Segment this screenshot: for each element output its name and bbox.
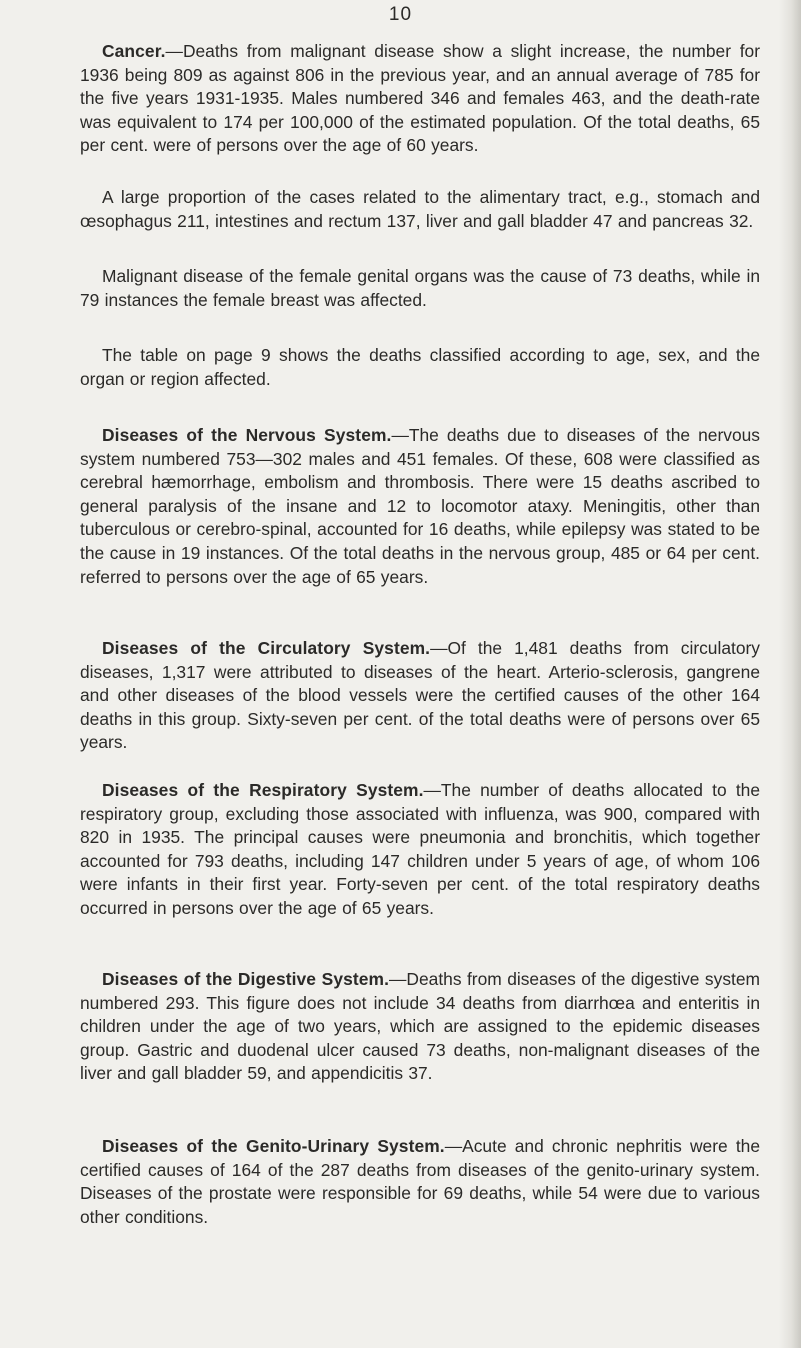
section-heading-genito-urinary-system: Diseases of the Genito-Urinary System. bbox=[102, 1136, 445, 1156]
section-heading-digestive-system: Diseases of the Digestive System. bbox=[102, 969, 390, 989]
paragraph-female-organs bbox=[80, 265, 760, 312]
paragraph-body: A large proportion of the cases related to the alimentary tract, e.g., stomach and œsophagus 211, intestines and rectum 137, liver and gall bladder 47 and pancreas 32. bbox=[80, 187, 760, 231]
paragraph-digestive-system bbox=[80, 968, 760, 1086]
paragraph-nervous-system bbox=[80, 424, 760, 589]
paragraph-table-reference bbox=[80, 344, 760, 391]
section-heading-cancer: Cancer. bbox=[102, 41, 166, 61]
paragraph-genito-urinary-system bbox=[80, 1135, 760, 1229]
paragraph-body: —Acute and chronic nephritis were the certified causes of 164 of the 287 deaths from diseases of the genito-urinary system. Diseases of the prostate were responsible for 69 deaths, while 54 were due to various other conditions. bbox=[80, 1136, 760, 1227]
page-number: 10 bbox=[388, 4, 413, 25]
paragraph-alimentary bbox=[80, 186, 760, 233]
paragraph-cancer bbox=[80, 40, 760, 158]
paragraph-body: —The number of deaths allocated to the respiratory group, excluding those associated with influenza, was 900, compared with 820 in 1935. The principal causes were pneumonia and bronchitis, which together accounted for 793 deaths, including 147 children under 5 years of age, of whom 106 were infants in their first year. Forty-seven per cent. of the total respiratory deaths occurred in persons over the age of 65 years. bbox=[80, 780, 760, 918]
paragraph-body: Malignant disease of the female genital organs was the cause of 73 deaths, while in 79 instances the female breast was affected. bbox=[80, 266, 760, 310]
paragraph-body: The table on page 9 shows the deaths classified according to age, sex, and the organ or region affected. bbox=[80, 345, 760, 389]
paragraph-body: —Deaths from malignant disease show a slight increase, the number for 1936 being 809 as against 806 in the previous year, and an annual average of 785 for the five years 1931-1935. Males numbered 346 and females 463, and the death-rate was equivalent to 174 per 100,000 of the estimated population. Of the total deaths, 65 per cent. were of persons over the age of 60 years. bbox=[80, 41, 760, 156]
section-heading-respiratory-system: Diseases of the Respiratory System. bbox=[102, 780, 424, 800]
paragraph-circulatory-system bbox=[80, 637, 760, 755]
page-edge-shadow bbox=[779, 0, 801, 1348]
paragraph-body: —Deaths from diseases of the digestive system numbered 293. This figure does not include 34 deaths from diarrhœa and enteritis in children under the age of two years, which are assigned to the epidemic diseases group. Gastric and duodenal ulcer caused 73 deaths, non-malignant diseases of the liver and gall bladder 59, and appendicitis 37. bbox=[80, 969, 760, 1084]
paragraph-respiratory-system bbox=[80, 779, 760, 921]
paragraph-body: —The deaths due to diseases of the nervous system numbered 753—302 males and 451 females. Of these, 608 were classified as cerebral hæmorrhage, embolism and thrombosis. There were 15 deaths ascribed to general paralysis of the insane and 12 to locomotor ataxy. Meningitis, other than tuberculous or cerebro-spinal, accounted for 16 deaths, while epilepsy was stated to be the cause in 19 instances. Of the total deaths in the nervous group, 485 or 64 per cent. referred to persons over the age of 65 years. bbox=[80, 425, 760, 587]
paragraph-body: —Of the 1,481 deaths from circulatory diseases, 1,317 were attributed to diseases of the heart. Arterio-sclerosis, gangrene and other diseases of the blood vessels were the certified causes of the other 164 deaths in this group. Sixty-seven per cent. of the total deaths were of persons over 65 years. bbox=[80, 638, 761, 753]
section-heading-nervous-system: Diseases of the Nervous System. bbox=[102, 425, 392, 445]
section-heading-circulatory-system: Diseases of the Circulatory System. bbox=[102, 638, 431, 658]
